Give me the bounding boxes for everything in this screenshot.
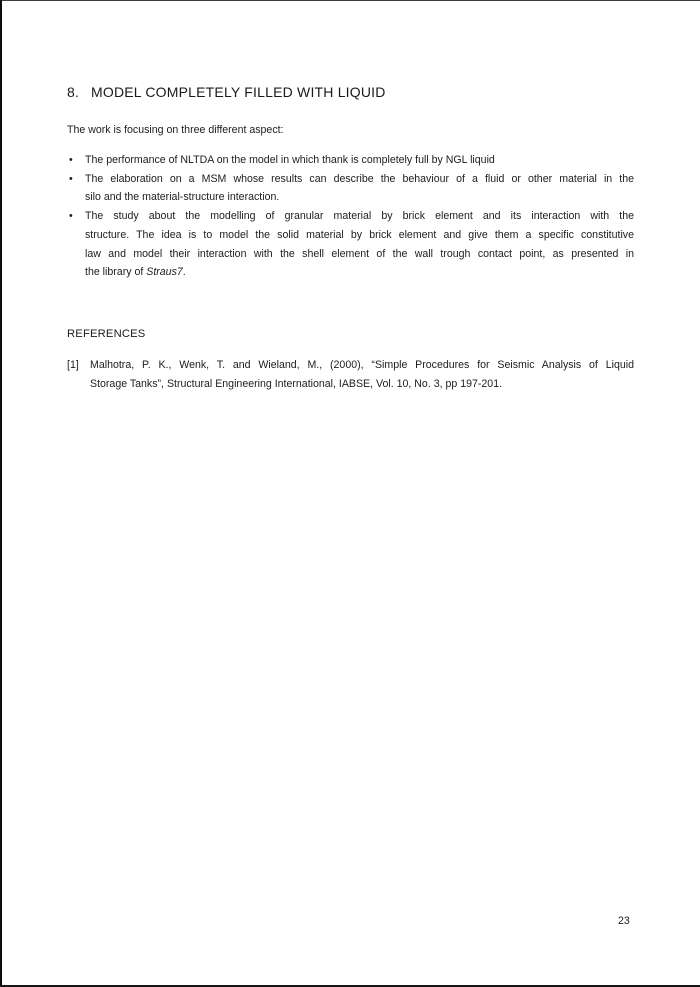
list-item-continuation: [67, 226, 634, 245]
intro-paragraph: The work is focusing on three different aspect:: [67, 124, 284, 136]
list-item-continuation: [67, 188, 634, 207]
bullet3-line2: structure. The idea is to model the solid material by brick element and give them a specific constitutive: [85, 228, 634, 241]
bullet3-line4-italic: Straus7: [146, 266, 183, 279]
section-title: MODEL COMPLETELY FILLED WITH LIQUID: [91, 84, 386, 100]
bullet1-line1: The performance of NLTDA on the model in which thank is completely full by NGL liquid: [85, 154, 495, 166]
bullet3-line1: The study about the modelling of granular material by brick element and its interaction with the: [85, 210, 634, 223]
list-item-continuation: [67, 245, 634, 264]
reference-number: [1]: [67, 359, 79, 371]
bullet-icon: •: [69, 210, 73, 223]
bullet-icon: •: [69, 172, 73, 185]
bullet2-line2: silo and the material-structure interaction.: [85, 191, 280, 204]
reference-line1: Malhotra, P. K., Wenk, T. and Wieland, M., (2000), “Simple Procedures for Seismic Analysis of Liquid: [90, 359, 634, 371]
list-item-continuation: [67, 263, 634, 282]
page-edge-left: [0, 0, 2, 987]
bullet3-line4-prefix: the library of: [85, 266, 147, 279]
page-number: 23: [618, 915, 630, 927]
list-item: [67, 170, 634, 189]
list-item: [67, 151, 634, 170]
page-edge-top: [0, 0, 700, 1]
references-heading: REFERENCES: [67, 328, 146, 340]
bullet3-line3: law and model their interaction with the shell element of the wall trough contact point, as presented in: [85, 247, 634, 260]
bullet3-line4-suffix: .: [182, 266, 186, 279]
section-heading: [67, 84, 386, 100]
bullet-list: [67, 151, 634, 282]
bullet2-line1: The elaboration on a MSM whose results can describe the behaviour of a fluid or other material in the: [85, 172, 634, 185]
section-number: 8.: [67, 84, 80, 100]
list-item: [67, 207, 634, 226]
reference-line2: Storage Tanks”, Structural Engineering International, IABSE, Vol. 10, No. 3, pp 197-201.: [90, 378, 503, 391]
reference-entry: [67, 356, 634, 394]
bullet-icon: •: [69, 154, 73, 166]
